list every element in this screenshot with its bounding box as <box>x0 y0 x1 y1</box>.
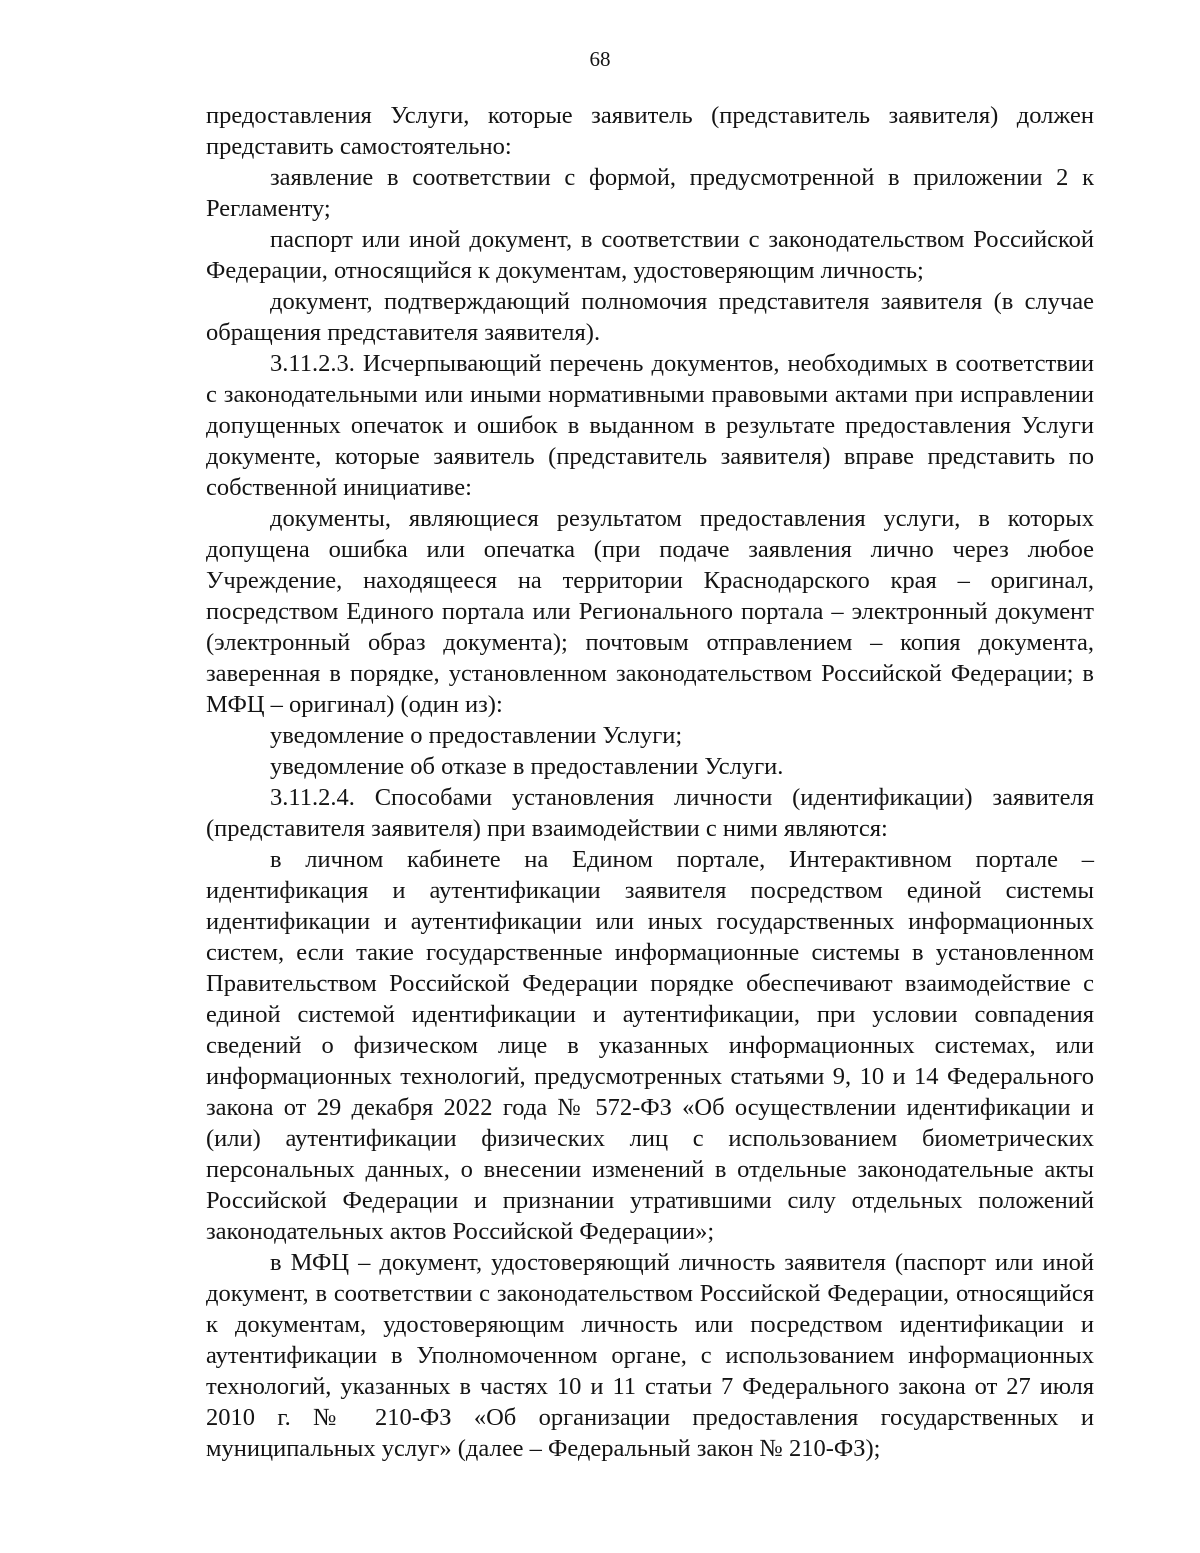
paragraph: предоставления Услуги, которые заявитель (представитель заявителя) должен представить самостоятельно: <box>206 102 1094 160</box>
paragraph: в МФЦ – документ, удостоверяющий личность заявителя (паспорт или иной документ, в соответствии с законодательством Российской Федерации, относящийся к документам, удостоверяющим личность или посредством идентификации и аутентификации в Уполномоченном органе, с использованием информационных технологий, указанных в частях 10 и 11 статьи 7 Федерального закона от 27 июля 2010 г. № 210-ФЗ «Об организации предоставления государственных и муниципальных услуг» (далее – Федеральный закон № 210-ФЗ); <box>206 1249 1094 1462</box>
paragraph: документ, подтверждающий полномочия представителя заявителя (в случае обращения представителя заявителя). <box>206 288 1094 346</box>
paragraph: 3.11.2.4. Способами установления личности (идентификации) заявителя (представителя заявителя) при взаимодействии с ними являются: <box>206 784 1094 842</box>
paragraph: уведомление о предоставлении Услуги; <box>270 722 683 749</box>
paragraph: 3.11.2.3. Исчерпывающий перечень документов, необходимых в соответствии с законодательными или иными нормативными правовыми актами при исправлении допущенных опечаток и ошибок в выданном в результате предоставления Услуги документе, которые заявитель (представитель заявителя) вправе представить по собственной инициативе: <box>206 350 1094 501</box>
paragraph: паспорт или иной документ, в соответствии с законодательством Российской Федерации, относящийся к документам, удостоверяющим личность; <box>206 226 1094 284</box>
paragraph: уведомление об отказе в предоставлении Услуги. <box>270 753 784 780</box>
document-body <box>206 100 1094 1464</box>
paragraph: в личном кабинете на Едином портале, Интерактивном портале – идентификация и аутентификации заявителя посредством единой системы идентификации и аутентификации или иных государственных информационных систем, если такие государственные информационные системы в установленном Правительством Российской Федерации порядке обеспечивают взаимодействие с единой системой идентификации и аутентификации, при условии совпадения сведений о физическом лице в указанных информационных системах, или информационных технологий, предусмотренных статьями 9, 10 и 14 Федерального закона от 29 декабря 2022 года № 572-ФЗ «Об осуществлении идентификации и (или) аутентификации физических лиц с использованием биометрических персональных данных, о внесении изменений в отдельные законодательные акты Российской Федерации и признании утратившими силу отдельных положений законодательных актов Российской Федерации»; <box>206 846 1094 1245</box>
page-number: 68 <box>589 47 611 71</box>
paragraph: документы, являющиеся результатом предоставления услуги, в которых допущена ошибка или опечатка (при подаче заявления лично через любое Учреждение, находящееся на территории Краснодарского края – оригинал, посредством Единого портала или Регионального портала – электронный документ (электронный образ документа); почтовым отправлением – копия документа, заверенная в порядке, установленном законодательством Российской Федерации; в МФЦ – оригинал) (один из): <box>206 505 1094 718</box>
paragraph: заявление в соответствии с формой, предусмотренной в приложении 2 к Регламенту; <box>206 164 1094 222</box>
